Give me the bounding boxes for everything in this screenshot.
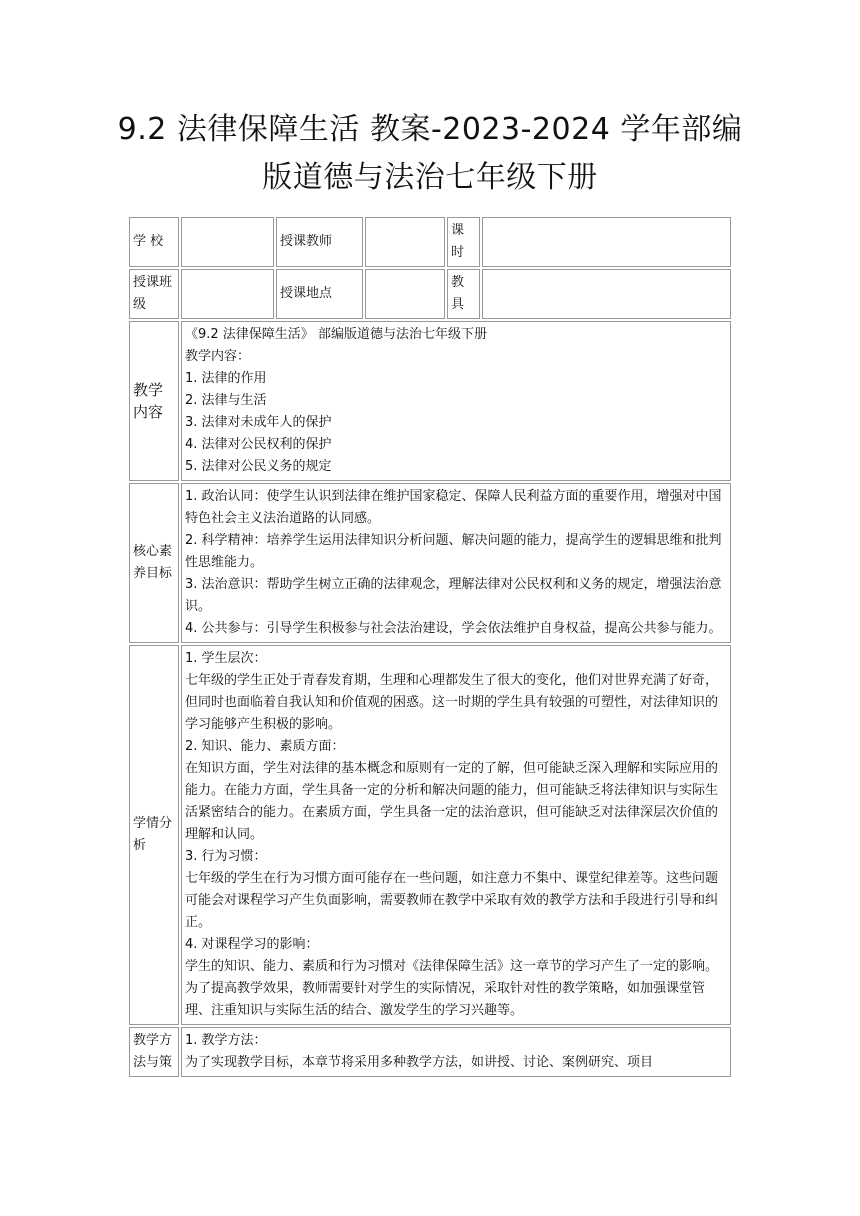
title-line-2: 版道德与法治七年级下册 <box>262 160 598 195</box>
analysis-label: 学情分析 <box>129 645 179 1025</box>
content-line: 2. 法律与生活 <box>185 393 267 408</box>
analysis-line: 4. 对课程学习的影响： <box>185 937 319 952</box>
content-line: 3. 法律对未成年人的保护 <box>185 415 332 430</box>
analysis-line: 2. 知识、能力、素质方面： <box>185 739 345 754</box>
methods-line: 1. 教学方法： <box>185 1033 267 1048</box>
document-title <box>60 106 800 202</box>
analysis-line: 1. 学生层次： <box>185 651 267 666</box>
methods-cell <box>181 1027 731 1077</box>
content-row <box>129 321 731 481</box>
location-label: 授课地点 <box>276 269 363 319</box>
analysis-line: 七年级的学生正处于青春发育期，生理和心理都发生了很大的变化，他们对世界充满了好奇，但同时也面临着自我认知和价值观的困惑。这一时期的学生具有较强的可塑性，对法律知识的学习能够产生积极的影响。 <box>185 673 719 732</box>
analysis-line: 3. 行为习惯： <box>185 849 267 864</box>
analysis-line: 学生的知识、能力、素质和行为习惯对《法律保障生活》这一章节的学习产生了一定的影响。为了提高教学效果，教师需要针对学生的实际情况，采取针对性的教学策略，如加强课堂管理、注重知识与实际生活的结合、激发学生的学习兴趣等。 <box>185 959 719 1018</box>
tools-value <box>482 269 731 319</box>
goal-item: 2. 科学精神：培养学生运用法律知识分析问题、解决问题的能力，提高学生的逻辑思维和批判性思维能力。 <box>185 533 722 570</box>
school-value <box>181 217 274 267</box>
title-line-1: 9.2 法律保障生活 教案-2023-2024 学年部编 <box>117 112 743 147</box>
goal-item: 3. 法治意识：帮助学生树立正确的法律观念，理解法律对公民权利和义务的规定，增强法治意识。 <box>185 577 722 614</box>
analysis-line: 七年级的学生在行为习惯方面可能存在一些问题，如注意力不集中、课堂纪律差等。这些问题可能会对课程学习产生负面影响，需要教师在教学中采取有效的教学方法和手段进行引导和纠正。 <box>185 871 719 930</box>
content-line: 5. 法律对公民义务的规定 <box>185 459 332 474</box>
analysis-line: 在知识方面，学生对法律的基本概念和原则有一定的了解，但可能缺乏深入理解和实际应用的能力。在能力方面，学生具备一定的分析和解决问题的能力，但可能缺乏将法律知识与实际生活紧密结合的能力。在素质方面，学生具备一定的法治意识，但可能缺乏对法律深层次价值的理解和认同。 <box>185 761 719 842</box>
teacher-label: 授课教师 <box>276 217 363 267</box>
analysis-cell <box>181 645 731 1025</box>
period-label: 课时 <box>447 217 480 267</box>
goals-row <box>129 483 731 643</box>
header-row-1 <box>129 217 731 267</box>
location-value <box>365 269 445 319</box>
teacher-value <box>365 217 445 267</box>
content-line: 4. 法律对公民权利的保护 <box>185 437 332 452</box>
content-line: 《9.2 法律保障生活》 部编版道德与法治七年级下册 <box>185 327 487 342</box>
goals-cell <box>181 483 731 643</box>
methods-row <box>129 1027 731 1077</box>
analysis-row <box>129 645 731 1025</box>
class-label: 授课班级 <box>129 269 179 319</box>
period-value <box>482 217 731 267</box>
header-row-2 <box>129 269 731 319</box>
content-line: 1. 法律的作用 <box>185 371 267 386</box>
goal-item: 1. 政治认同：使学生认识到法律在维护国家稳定、保障人民利益方面的重要作用，增强对中国特色社会主义法治道路的认同感。 <box>185 489 722 526</box>
content-line: 教学内容： <box>185 349 251 364</box>
goals-label: 核心素养目标 <box>129 483 179 643</box>
tools-label: 教具 <box>447 269 480 319</box>
content-label: 教学内容 <box>129 321 179 481</box>
goal-item: 4. 公共参与：引导学生积极参与社会法治建设，学会依法维护自身权益，提高公共参与能力。 <box>185 621 722 636</box>
lesson-plan-table <box>127 215 733 1079</box>
school-label: 学 校 <box>129 217 179 267</box>
content-cell <box>181 321 731 481</box>
methods-line: 为了实现教学目标，本章节将采用多种教学方法，如讲授、讨论、案例研究、项目 <box>185 1055 654 1070</box>
methods-label: 教学方法与策 <box>129 1027 179 1077</box>
class-value <box>181 269 274 319</box>
